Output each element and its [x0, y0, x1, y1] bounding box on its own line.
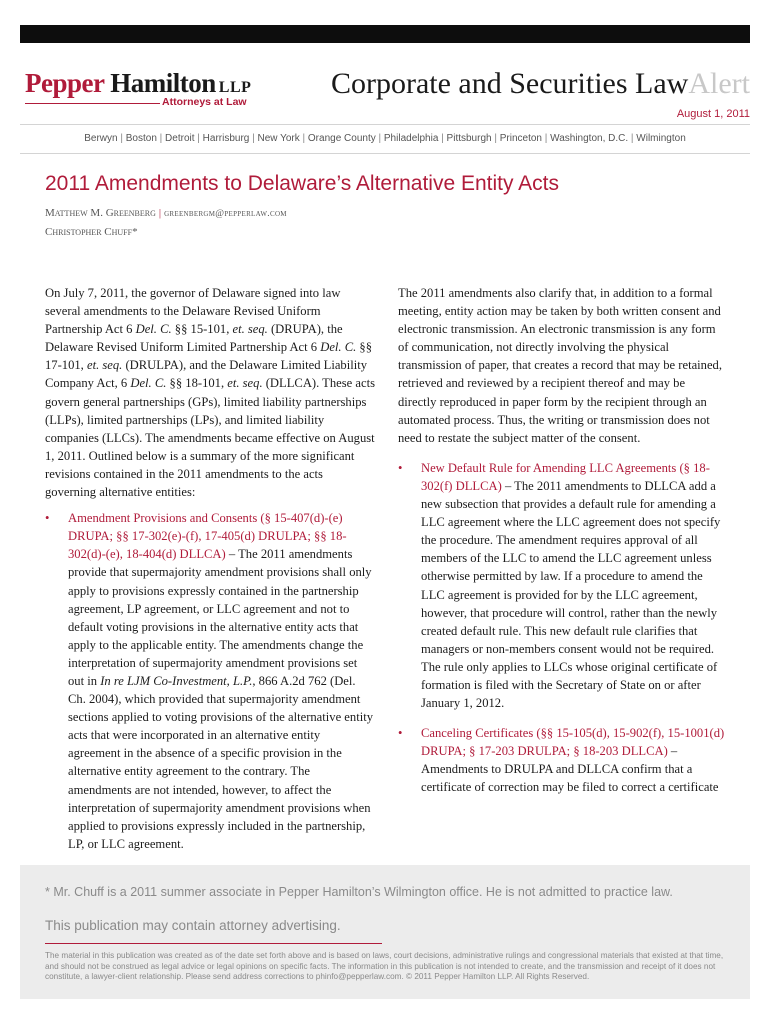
bullet-canceling-certificates — [398, 724, 725, 796]
logo-rule — [25, 103, 160, 104]
office-location: | New York — [249, 133, 299, 144]
logo-suffix: LLP — [218, 79, 252, 96]
office-location: | Orange County — [300, 133, 376, 144]
office-location: Berwyn — [84, 133, 118, 144]
article-column-right — [398, 284, 725, 797]
author-name: Christopher Chuff* — [45, 226, 138, 238]
article-column-left — [45, 284, 375, 853]
logo-part1: Pepper — [25, 68, 104, 98]
legal-disclaimer: The material in this publication was created as of the date set forth above and is based on laws, court decisions, administrative rulings and congressional materials that existed at that time, and should not be construed as legal advice or legal opinions on specific facts. The information in this publication is not intended to create, and the transmission and receipt of it does not constitute, a lawyer-client relationship. Please send address corrections to phinfo@pepperlaw.com. © 2011 Pepper Hamilton LLP. All Rights Reserved. — [45, 951, 724, 981]
bullet-text: New Default Rule for Amending LLC Agreements (§ 18-302(f) DLLCA) – The 2011 amendments to DLLCA add a new subsection that provides a default rule for amending a LLC agreement where the LLC agreement does not specify the procedure. The amendment requires approval of all members of the LLC to amend the LLC agreement unless otherwise permitted by law. If a procedure to amend the LLC agreement is provided for by the LLC agreement, however, that procedure will control, rather than the newly created default rule. This new default rule clarifies that managers or non-members consent would not be required. The rule only applies to LLCs whose original certificate of formation is filed with the Secretary of State on or after January 1, 2012. — [421, 460, 721, 711]
office-location: | Princeton — [492, 133, 542, 144]
office-location: | Wilmington — [628, 133, 686, 144]
office-location: | Detroit — [157, 133, 195, 144]
office-location: | Washington, D.C. — [542, 133, 628, 144]
bullet-heading: New Default Rule for Amending LLC Agreements (§ 18-302(f) DLLCA) — [421, 460, 710, 493]
office-location: | Harrisburg — [195, 133, 250, 144]
article-title: 2011 Amendments to Delaware’s Alternative Entity Acts — [45, 172, 559, 195]
bullet-marker: • — [398, 726, 403, 741]
bullet-marker: • — [45, 511, 50, 526]
advertising-notice: This publication may contain attorney advertising. — [45, 918, 341, 933]
intro-paragraph: On July 7, 2011, the governor of Delaware signed into law several amendments to the Delaware Revised Uniform Partnership Act 6 Del. C. §§ 15-101, et. seq. (DRUPA), the Delaware Revised Uniform Limited Partnership Act 6 Del. C. §§ 17-101, et. seq. (DRULPA), and the Delaware Limited Liability Company Act, 6 Del. C. §§ 18-101, et. seq. (DLLCA). These acts govern general partnerships (GPs), limited liability partnerships (LLPs), limited partnerships (LPs), and limited liability companies (LLCs). The amendments became effective on August 1, 2011. Outlined below is a summary of the more significant revisions contained in the 2011 amendments to the acts governing alternative entities: — [45, 286, 375, 500]
author-name: Matthew M. Greenberg — [45, 207, 156, 219]
italic-citation: Del. C. — [135, 322, 172, 337]
footer-panel — [20, 865, 750, 999]
author-line-1 — [45, 207, 287, 219]
office-location: | Pittsburgh — [438, 133, 491, 144]
footer-rule — [45, 943, 382, 944]
office-location: | Philadelphia — [376, 133, 439, 144]
italic-citation: Del. C. — [320, 340, 357, 355]
bullet-marker: • — [398, 460, 403, 475]
bullet-heading: Amendment Provisions and Consents (§ 15-407(d)-(e) DRUPA; §§ 17-302(e)-(f), 17-405(d) DRULPA; §§ 18-302(d)-(e), 18-404(d) DLLCA) — [68, 511, 347, 562]
logo-part2: Hamilton — [110, 68, 216, 98]
bullet-amendment-provisions — [45, 509, 375, 853]
italic-citation: Del. C. — [130, 376, 167, 391]
author-footnote: * Mr. Chuff is a 2011 summer associate in Pepper Hamilton’s Wilmington office. He is not admitted to practice law. — [45, 885, 673, 899]
author-separator: | — [158, 207, 162, 219]
bullet-text: Amendment Provisions and Consents (§ 15-407(d)-(e) DRUPA; §§ 17-302(e)-(f), 17-405(d) DRULPA; §§ 18-302(d)-(e), 18-404(d) DLLCA) – The 2011 amendments provide that supermajority amendment provisions shall only apply to provisions expressly contained in the partnership agreement, LP agreement, or LLC agreement and not to default voting provisions in the alternative entity acts that apply to the applicable entity. The amendments change the interpretation of supermajority amendment provisions set out in In re LJM Co-Investment, L.P., 866 A.2d 762 (Del. Ch. 2004), which provided that supermajority amendment sections applied to voting provisions of the alternative entity acts that were incorporated in an alternative entity agreement in the absence of a specific provision in the alternative entity agreement to the contrary. The amendments are not intended, however, to affect the interpretation of supermajority amendment provisions when applied to provisions expressly included in the partnership, LP, or LLC agreement. — [68, 511, 373, 851]
italic-citation: In re LJM Co-Investment, L.P. — [100, 673, 253, 688]
italic-citation: et. seq. — [232, 322, 268, 337]
author-line-2 — [45, 226, 138, 238]
issue-date: August 1, 2011 — [676, 108, 750, 120]
bullet-text: Canceling Certificates (§§ 15-105(d), 15-902(f), 15-1001(d) DRUPA; § 17-203 DRULPA; § 18-203 DLLCA) – Amendments to DRULPA and DLLCA confirm that a certificate of correction may be filed to correct a certificate — [421, 726, 725, 795]
office-locations-bar — [20, 124, 750, 154]
office-list — [20, 125, 750, 153]
italic-citation: et. seq. — [86, 358, 123, 373]
pepper-hamilton-logo — [25, 68, 255, 114]
consent-paragraph: The 2011 amendments also clarify that, in addition to a formal meeting, entity action may be taken by both written consent and electronic transmission. An electronic transmission is any form of communication, not directly involving the physical transmission of paper, that creates a record that may be retained, retrieved and reviewed by a recipient thereof and may be directly reproduced in paper form by the recipient through an automated process. Thus, the writing or transmission does not need to restate the subject matter of the consent. — [398, 286, 722, 445]
logo-tagline: Attorneys at Law — [162, 96, 247, 108]
bullet-default-rule — [398, 459, 725, 712]
office-location: | Boston — [118, 133, 157, 144]
top-black-bar — [20, 25, 750, 43]
italic-citation: et. seq. — [227, 376, 263, 391]
newsletter-title-main: Corporate and Securities Law — [330, 67, 689, 100]
newsletter-title-accent: Alert — [688, 67, 750, 100]
author-email-link[interactable]: greenbergm@pepperlaw.com — [164, 209, 287, 219]
newsletter-title — [331, 66, 750, 102]
bullet-heading: Canceling Certificates (§§ 15-105(d), 15-902(f), 15-1001(d) DRUPA; § 17-203 DRULPA; § 18-203 DLLCA) — [421, 726, 725, 759]
